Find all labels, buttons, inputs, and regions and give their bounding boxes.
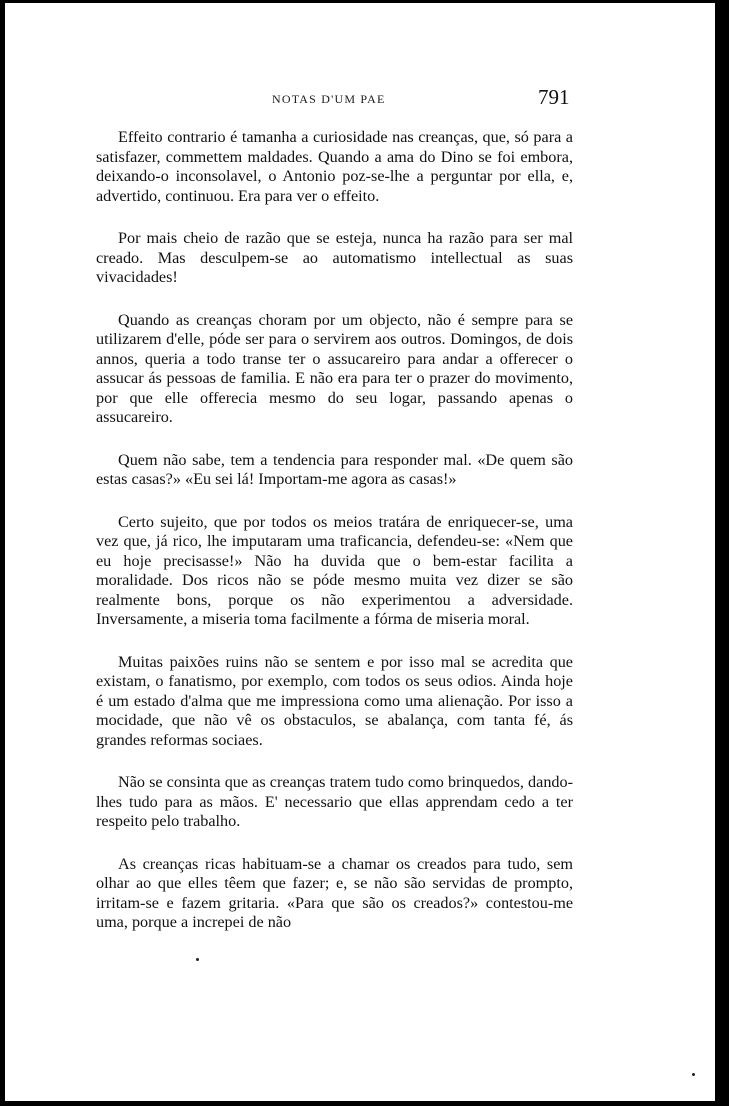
paragraph: Quem não sabe, tem a tendencia para responder mal. «De quem são estas casas?» «Eu sei lá! Importam-me agora as casas!» [96,450,573,488]
scan-border-left [0,0,5,1106]
ink-speck [196,958,199,961]
ink-speck [692,1073,695,1076]
scan-border-bottom [0,1101,729,1106]
scan-border-right [715,0,729,1106]
paragraph: Quando as creanças choram por um objecto, não é sempre para se utilizarem d'elle, póde ser para o servirem aos outros. Domingos, de dois annos, queria a todo transe ter o assucareiro para andar a offerecer o assucar ás pessoas de familia. E não era para ter o prazer do movimento, por que elle offerecia mesmo do seu logar, passando apenas o assucareiro. [96,310,573,426]
body-text [96,128,573,956]
page-number: 791 [538,85,570,109]
paragraph: Não se consinta que as creanças tratem tudo como brinquedos, dando-lhes tudo para as mãos. E' necessario que ellas apprendam cedo a ter respeito pelo trabalho. [96,773,573,830]
running-header: NOTAS D'UM PAE [272,92,386,106]
scan-border-top [0,0,729,3]
paragraph: Certo sujeito, que por todos os meios tratára de enriquecer-se, uma vez que, já rico, lhe imputaram uma traficancia, defendeu-se: «Nem que eu hoje precisasse!» Não ha duvida que o bem-estar facilita a moralidade. Dos ricos não se póde mesmo muita vez dizer se são realmente bons, porque os não experimentou a adversidade. Inversamente, a miseria toma facilmente a fórma de miseria moral. [96,512,573,628]
paragraph: Por mais cheio de razão que se esteja, nunca ha razão para ser mal creado. Mas desculpem-se ao automatismo intellectual as suas vivacidades! [96,229,573,286]
paragraph: As creanças ricas habituam-se a chamar os creados para tudo, sem olhar ao que elles têem que fazer; e, se não são servidas de prompto, irritam-se e fazem gritaria. «Para que são os creados?» contestou-me uma, porque a increpei de não [96,854,573,931]
paragraph: Muitas paixões ruins não se sentem e por isso mal se acredita que existam, o fanatismo, por exemplo, com todos os seus odios. Ainda hoje é um estado d'alma que me impressiona como uma alienação. Por isso a mocidade, que não vê os obstaculos, se abalança, com tanta fé, ás grandes reformas sociaes. [96,652,573,749]
paragraph: Effeito contrario é tamanha a curiosidade nas creanças, que, só para a satisfazer, commettem maldades. Quando a ama do Dino se foi embora, deixando-o inconsolavel, o Antonio poz-se-lhe a perguntar por ella, e, advertido, continuou. Era para ver o effeito. [96,128,573,205]
